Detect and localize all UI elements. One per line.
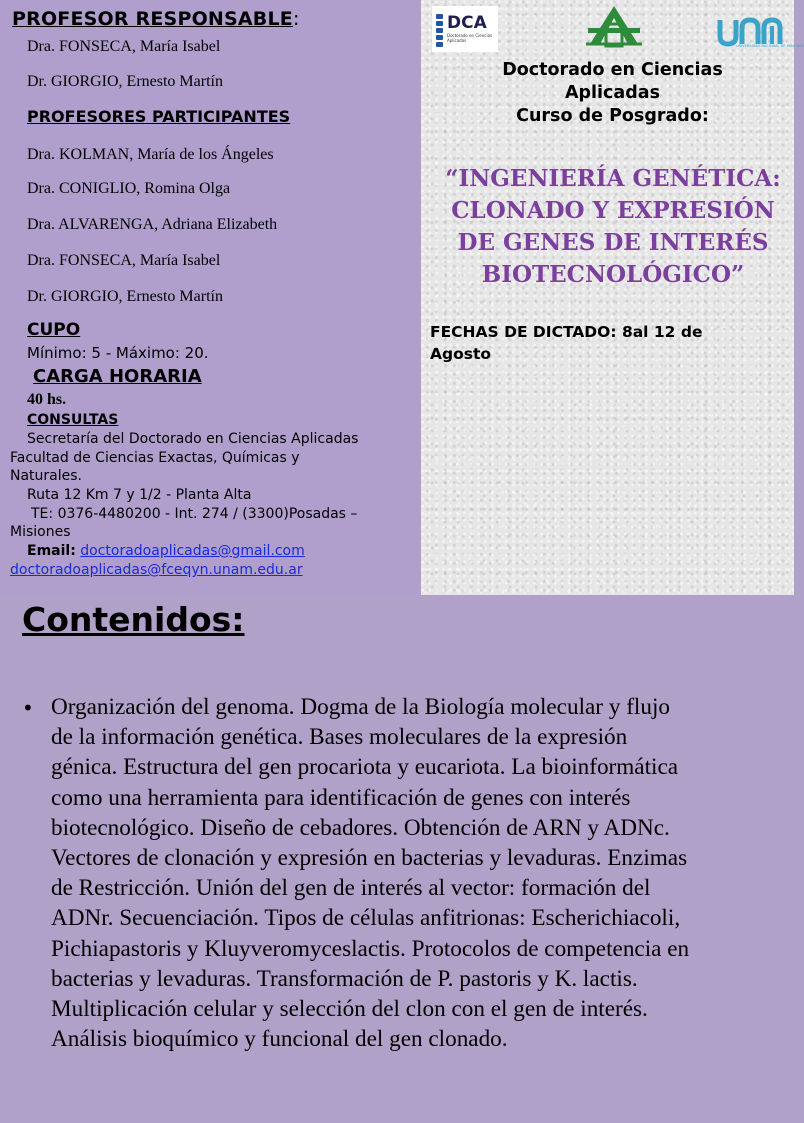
program-line: Curso de Posgrado:	[516, 106, 709, 126]
bullet-marker: •	[22, 696, 34, 720]
dca-logo-text: DCA	[447, 13, 487, 33]
responsable-name: Dr. GIORGIO, Ernesto Martín	[27, 73, 223, 90]
participantes-heading: PROFESORES PARTICIPANTES	[27, 107, 291, 126]
consultas-line: Facultad de Ciencias Exactas, Químicas y	[10, 450, 300, 466]
dca-logo	[432, 6, 498, 52]
contenidos-heading: Contenidos:	[22, 600, 245, 639]
email-row	[27, 543, 305, 559]
contenidos-line: como una herramienta para identificación de genes con interés	[51, 784, 631, 811]
responsable-colon: :	[292, 8, 300, 30]
course-title-line: CLONADO Y EXPRESIÓN	[451, 197, 775, 224]
contenidos-line: bacterias y levaduras. Transformación de P. pastoris y K. lactis.	[51, 965, 638, 992]
course-title-line: “INGENIERÍA GENÉTICA:	[445, 165, 781, 192]
fechas-dictado	[430, 321, 780, 365]
consultas-heading: CONSULTAS	[27, 412, 119, 428]
participante-name: Dra. KOLMAN, María de los Ángeles	[27, 146, 274, 163]
responsable-heading-row	[12, 8, 299, 30]
contenidos-line: Vectores de clonación y expresión en bacterias y levaduras. Enzimas	[51, 845, 688, 872]
contenidos-line: Organización del genoma. Dogma de la Biología molecular y flujo	[51, 694, 671, 720]
program-line: Doctorado en Ciencias	[502, 60, 723, 80]
program-line: Aplicadas	[564, 83, 660, 103]
responsable-heading: PROFESOR RESPONSABLE	[12, 8, 293, 30]
participante-name: Dr. GIORGIO, Ernesto Martín	[27, 288, 223, 305]
contenidos-line: de la información genética. Bases moleculares de la expresión	[51, 724, 628, 751]
consultas-line: Secretaría del Doctorado en Ciencias Aplicadas	[27, 431, 359, 447]
fechas-line: Agosto	[430, 345, 492, 363]
cupo-text: Mínimo: 5 - Máximo: 20.	[27, 344, 209, 362]
course-title-line: BIOTECNOLÓGICO”	[481, 261, 745, 288]
participante-name: Dra. ALVARENGA, Adriana Elizabeth	[27, 216, 278, 233]
cupo-heading: CUPO	[27, 320, 81, 340]
email-row-2	[10, 562, 303, 578]
carga-horaria-text: 40 hs.	[27, 391, 67, 408]
carga-horaria-heading: CARGA HORARIA	[33, 366, 202, 387]
course-title-line: DE GENES DE INTERÉS	[457, 229, 769, 256]
consultas-line: Misiones	[10, 524, 71, 540]
course-title	[432, 163, 794, 291]
contenidos-line: Pichiapastoris y Kluyveromyceslactis. Protocolos de competencia en	[51, 935, 690, 962]
contenidos-line: de Restricción. Unión del gen de interés al vector: formación del	[51, 875, 651, 902]
participante-name: Dra. FONSECA, María Isabel	[27, 252, 221, 269]
email-label: Email:	[27, 543, 76, 559]
consultas-line: Ruta 12 Km 7 y 1/2 - Planta Alta	[27, 487, 252, 503]
consultas-line: TE: 0376-4480200 - Int. 274 / (3300)Posadas –	[31, 506, 358, 522]
responsable-name: Dra. FONSECA, María Isabel	[27, 38, 221, 55]
contenidos-line: Análisis bioquímico y funcional del gen clonado.	[51, 1026, 508, 1053]
dca-logo-subtext: Doctorado en Ciencias Aplicadas	[447, 33, 493, 43]
email-link-gmail[interactable]: doctoradoaplicadas@gmail.com	[80, 543, 305, 559]
email-link-unam[interactable]: doctoradoaplicadas@fceqyn.unam.edu.ar	[10, 562, 303, 578]
consultas-line: Naturales.	[10, 468, 82, 484]
fceqyn-logo-icon	[584, 4, 644, 48]
fechas-line: FECHAS DE DICTADO: 8al 12 de	[430, 323, 703, 341]
contenidos-line: Multiplicación celular y selección del clon con el gen de interés.	[51, 996, 648, 1023]
program-title	[430, 59, 795, 128]
contenidos-line: ADNr. Secuenciación. Tipos de células anfitrionas: Escherichiacoli,	[51, 905, 681, 932]
unam-logo-subtext: UNIVERSIDAD NACIONAL DE MISIONES	[736, 44, 804, 48]
contenidos-line: biotecnológico. Diseño de cebadores. Obtención de ARN y ADNc.	[51, 814, 670, 841]
contenidos-paragraph	[51, 692, 786, 1054]
contenidos-line: génica. Estructura del gen procariota y eucariota. La bioinformática	[51, 754, 679, 781]
participante-name: Dra. CONIGLIO, Romina Olga	[27, 180, 231, 197]
